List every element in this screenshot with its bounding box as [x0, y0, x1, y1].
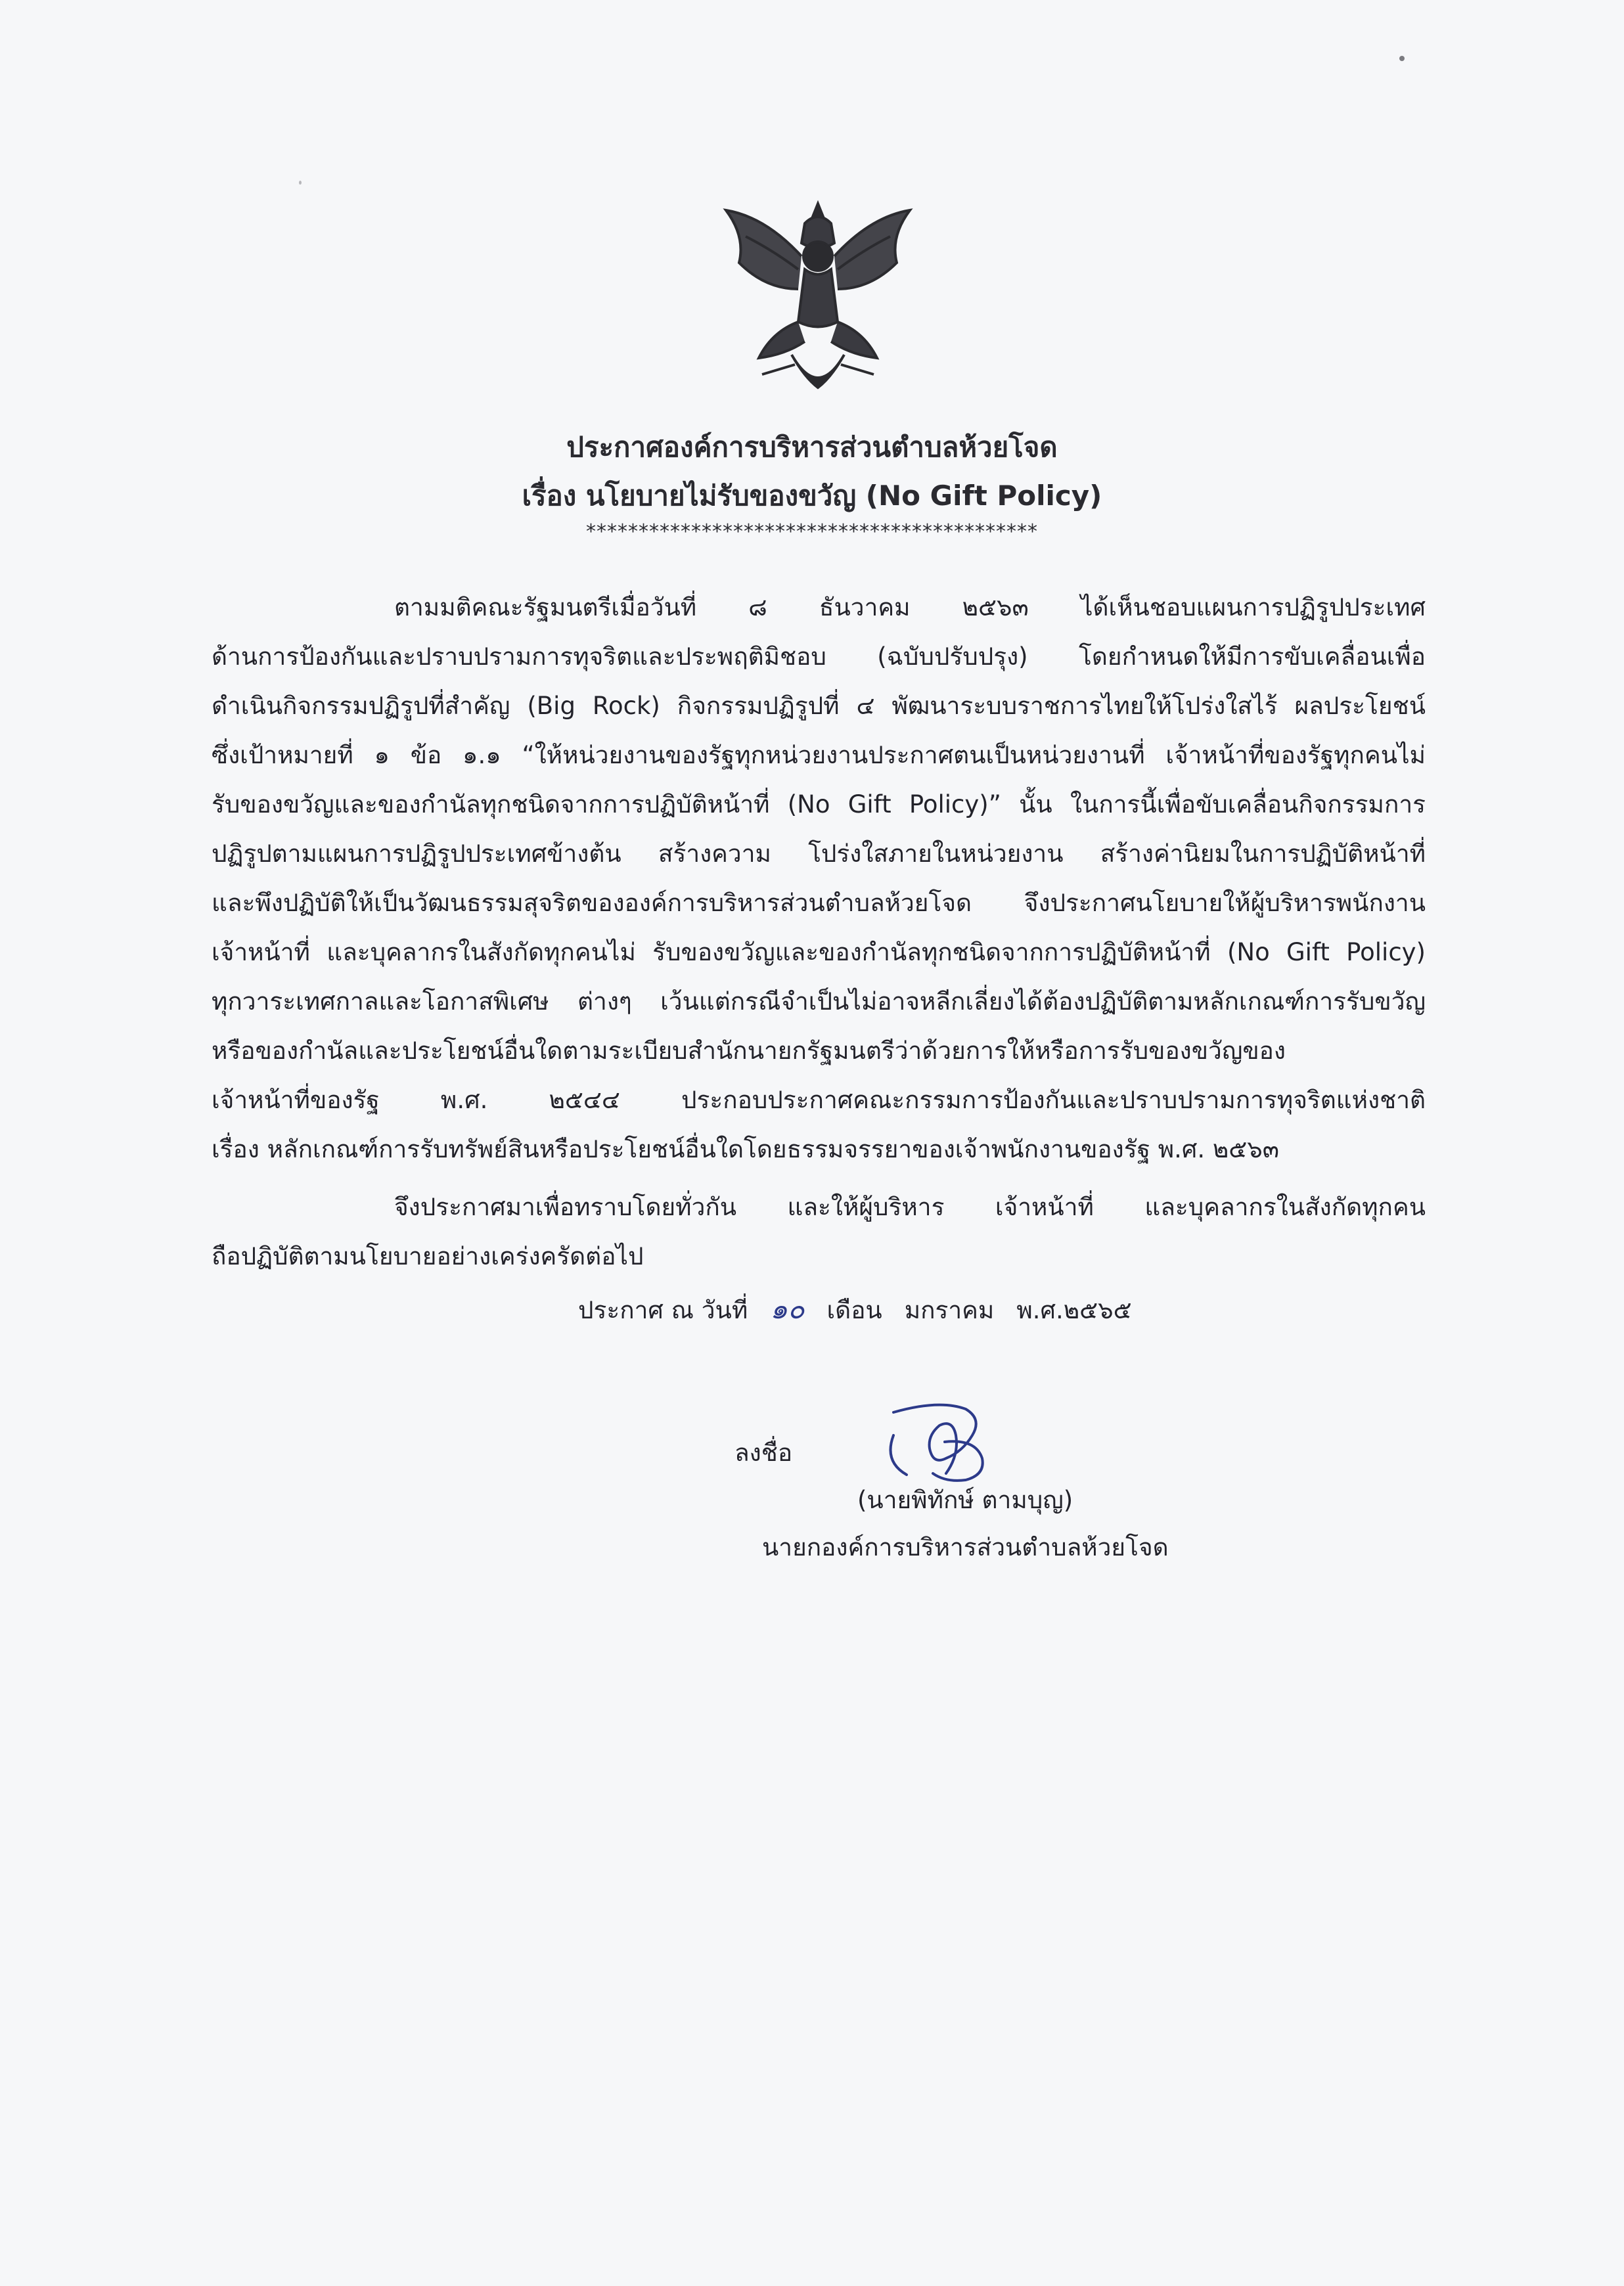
paragraph1-line: หรือของกำนัลและประโยชน์อื่นใดตามระเบียบสำนักนายกรัฐมนตรีว่าด้วยการให้หรือการรับของขวัญของ	[212, 1037, 1286, 1065]
date-prefix: ประกาศ ณ วันที่	[578, 1296, 748, 1324]
paper-speck	[299, 181, 302, 185]
paragraph1-line: ทุกวาระเทศกาลและโอกาสพิเศษ ต่างๆ เว้นแต่กรณีจำเป็นไม่อาจหลีกเลี่ยงได้ต้องปฏิบัติตามหลักเกณฑ์การรับขวัญ	[212, 987, 1426, 1016]
paragraph1-line: และพึงปฏิบัติให้เป็นวัฒนธรรมสุจริตขององค์การบริหารส่วนตำบลห้วยโจด จึงประกาศนโยบายให้ผู้บริหารพนักงาน	[212, 889, 1426, 917]
paragraph1-line: เรื่อง หลักเกณฑ์การรับทรัพย์สินหรือประโยชน์อื่นใดโดยธรรมจรรยาของเจ้าพนักงานของรัฐ พ.ศ. ๒๕๖๓	[212, 1135, 1280, 1163]
paragraph1-line: ปฏิรูปตามแผนการปฏิรูปประเทศข้างต้น สร้างความ โปร่งใสภายในหน่วยงาน สร้างค่านิยมในการปฏิบัติหน้าที่	[212, 840, 1426, 868]
date-month: มกราคม	[904, 1296, 995, 1324]
paragraph1-line: รับของขวัญและของกำนัลทุกชนิดจากการปฏิบัติหน้าที่ (No Gift Policy)” นั้น ในการนี้เพื่อขับเคลื่อนกิจกรรมการ	[212, 790, 1426, 818]
date-day: ๑๐	[770, 1293, 805, 1325]
paragraph1-line: เจ้าหน้าที่ของรัฐ พ.ศ. ๒๕๔๔ ประกอบประกาศคณะกรรมการป้องกันและปราบปรามการทุจริตแห่งชาติ	[212, 1086, 1426, 1114]
paragraph1-line: ตามมติคณะรัฐมนตรีเมื่อวันที่ ๘ ธันวาคม ๒๕๖๓ ได้เห็นชอบแผนการปฏิรูปประเทศ	[394, 593, 1426, 621]
handwritten-signature	[867, 1396, 1018, 1485]
paragraph2-line: จึงประกาศมาเพื่อทราบโดยทั่วกัน และให้ผู้บริหาร เจ้าหน้าที่ และบุคลากรในสังกัดทุกคน	[394, 1193, 1426, 1221]
garuda-emblem-icon	[706, 190, 930, 407]
document-title: ประกาศองค์การบริหารส่วนตำบลห้วยโจด	[566, 431, 1058, 463]
paragraph2-line: ถือปฏิบัติตามนโยบายอย่างเคร่งครัดต่อไป	[212, 1242, 644, 1270]
date-month-label: เดือน	[826, 1296, 882, 1324]
paragraph1-line: เจ้าหน้าที่ และบุคลากรในสังกัดทุกคนไม่ รับของขวัญและของกำนัลทุกชนิดจากการปฏิบัติหน้าที่ (No Gift Policy)	[212, 938, 1426, 966]
paragraph1-line: ด้านการป้องกันและปราบปรามการทุจริตและประพฤติมิชอบ (ฉบับปรับปรุง) โดยกำหนดให้มีการขับเคลื่อนเพื่อ	[212, 642, 1426, 671]
date-year: พ.ศ.๒๕๖๕	[1016, 1296, 1132, 1324]
paragraph1-line: ซึ่งเป้าหมายที่ ๑ ข้อ ๑.๑ “ให้หน่วยงานของรัฐทุกหน่วยงานประกาศตนเป็นหน่วยงานที่ เจ้าหน้าที่ของรัฐทุกคนไม่	[212, 741, 1426, 769]
signature-label: ลงชื่อ	[734, 1439, 793, 1467]
title-separator: *******************************************	[586, 520, 1038, 543]
signatory-position: นายกองค์การบริหารส่วนตำบลห้วยโจด	[762, 1533, 1169, 1561]
document-subject: เรื่อง นโยบายไม่รับของขวัญ (No Gift Policy)	[522, 480, 1102, 512]
date-line	[578, 1288, 1235, 1331]
paper-speck	[1399, 56, 1405, 61]
signatory-name: (นายพิทักษ์ ตามบุญ)	[857, 1486, 1073, 1514]
paragraph1-line: ดำเนินกิจกรรมปฏิรูปที่สำคัญ (Big Rock) กิจกรรมปฏิรูปที่ ๔ พัฒนาระบบราชการไทยให้โปร่งใสไร้ ผลประโยชน์	[212, 692, 1426, 720]
